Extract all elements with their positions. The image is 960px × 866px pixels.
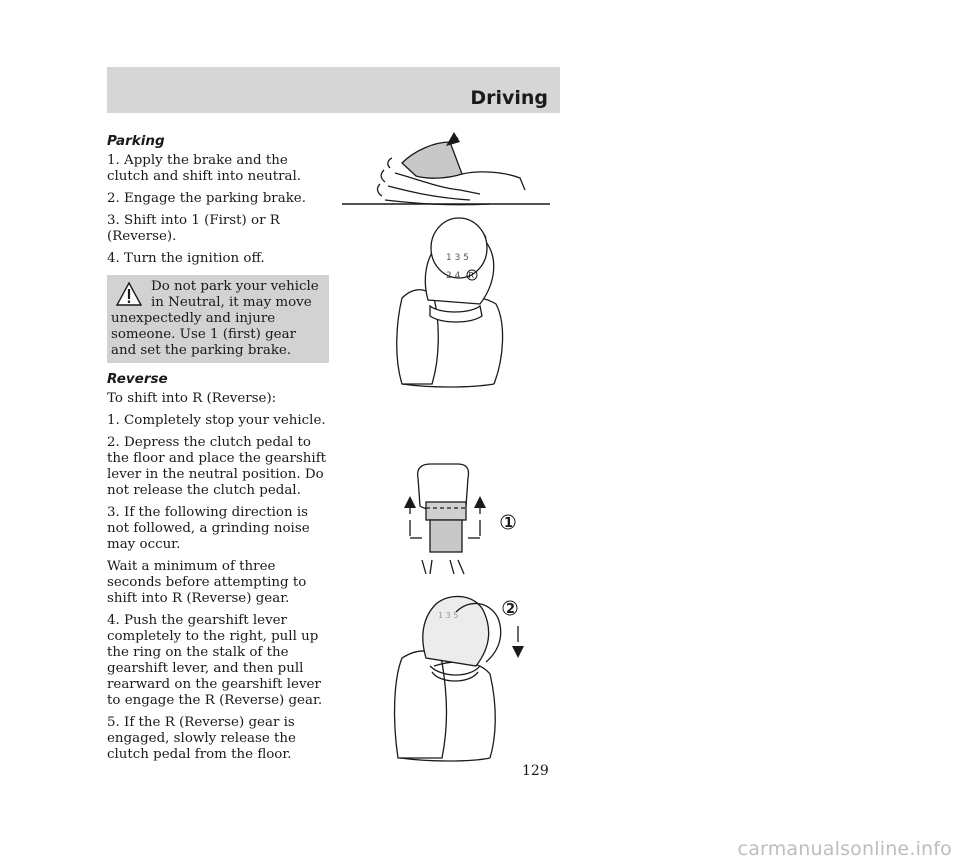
- up-arrow-left-icon: [404, 496, 416, 508]
- header-bar: [107, 67, 560, 113]
- knob-pattern-reverse: R: [468, 271, 475, 280]
- reverse-step-4: 4. Push the gearshift lever completely to the right, pull up the ring on the stalk of the gearshift lever, and then pull rearward on the gearshift lever to engage the R (Reverse) gear.: [107, 613, 323, 708]
- reverse-step-2: 2. Depress the clutch pedal to the floor and place the gearshift lever in the neutral position. Do not release the clutch pedal.: [107, 435, 327, 498]
- parking-step-4: 4. Turn the ignition off.: [107, 251, 265, 266]
- lever-lift-figure: [404, 464, 486, 574]
- reverse-step-5: 5. If the R (Reverse) gear is engaged, slowly release the clutch pedal from the floor.: [107, 715, 296, 762]
- knob-ghost-pattern: 1 3 5: [438, 611, 459, 620]
- warning-text-line1: Do not park your vehicle in Neutral, it may move: [151, 279, 319, 310]
- gear-knob-figure: [397, 218, 503, 387]
- text-column: [107, 133, 329, 769]
- reverse-step-1: 1. Completely stop your vehicle.: [107, 413, 326, 428]
- footer-watermark: carmanualsonline.info: [737, 838, 952, 860]
- knob-pattern-bottom: 2 4: [446, 271, 461, 281]
- knob-reverse-figure: [395, 596, 524, 761]
- callout-1: 1: [504, 516, 514, 531]
- reverse-step-3: 3. If the following direction is not followed, a grinding noise may occur.: [107, 505, 310, 552]
- illustrations: [330, 118, 560, 798]
- parking-step-2: 2. Engage the parking brake.: [107, 191, 306, 206]
- warning-text-rest: unexpectedly and injure someone. Use 1 (first) gear and set the parking brake.: [111, 311, 296, 358]
- page-number: 129: [522, 763, 549, 779]
- parking-heading: Parking: [107, 133, 165, 149]
- up-arrow-right-icon: [474, 496, 486, 508]
- reverse-intro: To shift into R (Reverse):: [107, 391, 277, 406]
- section-title: Driving: [470, 87, 548, 109]
- reverse-wait-note: Wait a minimum of three seconds before attempting to shift into R (Reverse) gear.: [107, 559, 307, 606]
- reverse-heading: Reverse: [107, 371, 168, 387]
- callout-2: 2: [506, 602, 516, 617]
- parking-step-3: 3. Shift into 1 (First) or R (Reverse).: [107, 213, 280, 244]
- hand-lever-figure: [342, 132, 550, 205]
- warning-triangle-icon: [115, 281, 143, 307]
- knob-pattern-top: 1 3 5: [446, 253, 469, 263]
- down-arrow-icon: [512, 646, 524, 658]
- parking-step-1: 1. Apply the brake and the clutch and shift into neutral.: [107, 153, 302, 184]
- warning-box: [107, 275, 329, 363]
